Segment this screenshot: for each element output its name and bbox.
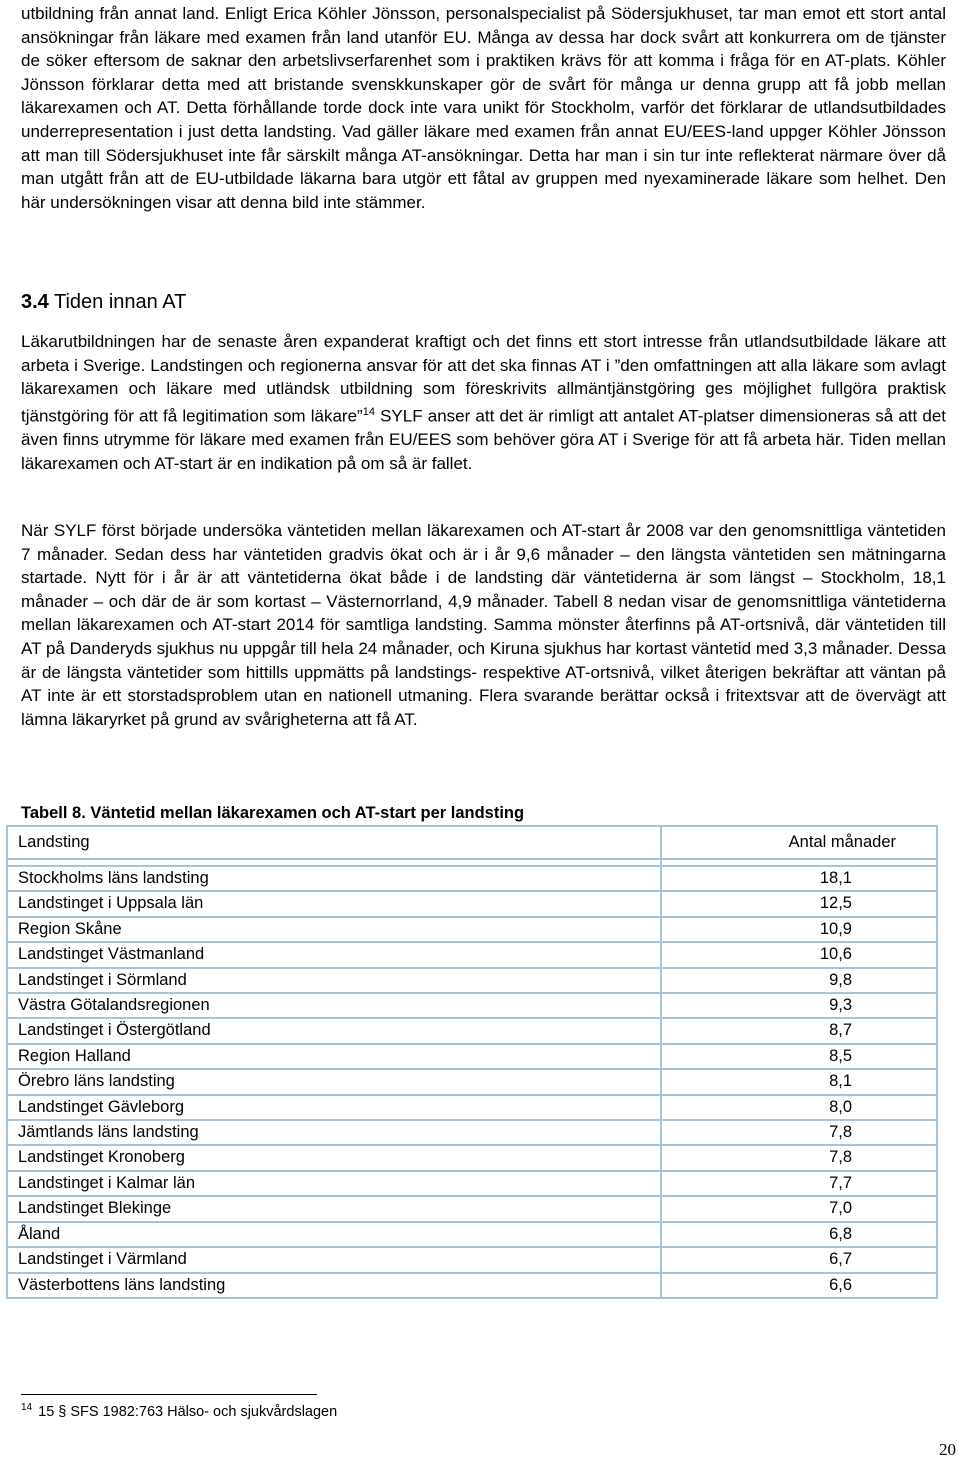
paragraph-at-background-part2: SYLF anser att det är rimligt att antalet AT-platser dimensioneras så att det även finns utrymme för läkare med examen från EU/EES som behöver göra AT i Sverige för att få arbeta här. Tiden mellan läkarexamen och AT-start är en indikation på om så är fallet. [21,406,947,473]
table-row [7,1069,937,1094]
table-row [7,1018,937,1043]
cell-landsting: Landstinget i Uppsala län [7,891,661,916]
cell-landsting: Landstinget Gävleborg [7,1095,661,1120]
table-row [7,993,937,1018]
cell-months: 9,3 [661,993,937,1018]
table-header-row [7,826,937,859]
cell-landsting: Örebro läns landsting [7,1069,661,1094]
cell-months: 12,5 [661,891,937,916]
table-row [7,1145,937,1170]
cell-months: 7,7 [661,1171,937,1196]
cell-months: 7,0 [661,1196,937,1221]
cell-months: 18,1 [661,866,937,891]
cell-months: 6,7 [661,1247,937,1272]
column-header-landsting: Landsting [7,826,661,859]
paragraph-intro: utbildning från annat land. Enligt Erica Köhler Jönsson, personalspecialist på Södersjukhuset, tar man emot ett stort antal ansökningar från läkare med examen från land utanför EU. Många av dessa har dock svårt att konkurrera om de tjänster de söker eftersom de saknar den arbetslivserfarenhet som i praktiken krävs för att komma i fråga för en AT-plats. Köhler Jönsson förklarar detta med att bristande svenskkunskaper gör de svårt för många ur denna grupp att få jobb mellan läkarexamen och AT. Detta förhållande torde dock inte vara unikt för Stockholm, varför det förklarar de utlandsutbildades underrepresentation i just detta landsting. Vad gäller läkare med examen från annat EU/EES-land uppger Köhler Jönsson att man till Södersjukhuset inte får särskilt många AT-ansökningar. Detta har man i sin tur inte reflekterat närmare över då man utgått från att de EU-utbildade läkarna bara utgör ett fåtal av gruppen med nyexaminerade läkare som helhet. Den här undersökningen visar att denna bild inte stämmer. [21,4,946,212]
table-row [7,866,937,891]
footnote-separator [21,1394,317,1395]
cell-months: 7,8 [661,1145,937,1170]
cell-landsting: Region Skåne [7,917,661,942]
table-row [7,891,937,916]
section-number: 3.4 [21,291,49,313]
table-row [7,917,937,942]
table-row [7,1196,937,1221]
cell-months: 6,8 [661,1222,937,1247]
cell-landsting: Landstinget Västmanland [7,942,661,967]
cell-landsting: Åland [7,1222,661,1247]
table-row [7,1044,937,1069]
footnote-reference: 14 [362,405,375,418]
waiting-time-table [6,825,938,1299]
paragraph-waiting-times: När SYLF först började undersöka väntetiden mellan läkarexamen och AT-start år 2008 var den genomsnittliga väntetiden 7 månader. Sedan dess har väntetiden gradvis ökat och är i år 9,6 månader – den längsta väntetiden sen mätningarna startade. Nytt för i år är att väntetiderna ökat både i de landsting där väntetiderna är som längst – Stockholm, 18,1 månader – och där de är som kortast – Västernorrland, 4,9 månader. Tabell 8 nedan visar de genomsnittliga väntetiderna mellan läkarexamen och AT-start 2014 för samtliga landsting. Samma mönster återfinns på AT-ortsnivå, där väntetiden till AT på Danderyds sjukhus nu uppgår till hela 24 månader, och Kiruna sjukhus har kortast väntetid med 3,3 månader. Dessa är de längsta väntetider som hittills uppmätts på landstings- respektive AT-ortsnivå, vilket återigen bekräftar att väntan på AT inte är ett storstadsproblem utan en nationell utmaning. Flera svarande berättar också i fritextsvar att de övervägt att lämna läkaryrket på grund av svårigheterna att få AT. [21,521,946,729]
paragraph-at-background [21,330,946,475]
table-row [7,1120,937,1145]
table-caption: Tabell 8. Väntetid mellan läkarexamen och AT-start per landsting [21,804,525,822]
footnote-text: 15 § SFS 1982:763 Hälso- och sjukvårdslagen [38,1403,338,1420]
cell-landsting: Landstinget i Sörmland [7,968,661,993]
cell-landsting: Landstinget Kronoberg [7,1145,661,1170]
cell-months: 8,5 [661,1044,937,1069]
cell-landsting: Landstinget i Kalmar län [7,1171,661,1196]
table-row [7,1247,937,1272]
footnote-number: 14 [21,1402,33,1413]
cell-landsting: Landstinget Blekinge [7,1196,661,1221]
table-row [7,1171,937,1196]
table-row [7,1273,937,1298]
footnote [21,1402,337,1420]
cell-months: 6,6 [661,1273,937,1298]
cell-landsting: Västerbottens läns landsting [7,1273,661,1298]
cell-landsting: Jämtlands läns landsting [7,1120,661,1145]
cell-landsting: Landstinget i Östergötland [7,1018,661,1043]
page-number: 20 [939,1440,956,1459]
section-title: Tiden innan AT [48,291,187,313]
cell-landsting: Region Halland [7,1044,661,1069]
cell-months: 8,1 [661,1069,937,1094]
cell-months: 9,8 [661,968,937,993]
cell-landsting: Stockholms läns landsting [7,866,661,891]
table-row [7,942,937,967]
section-heading [21,289,186,315]
table-row [7,1095,937,1120]
column-header-months: Antal månader [661,826,937,859]
cell-months: 10,9 [661,917,937,942]
paragraph-at-background-part1: Läkarutbildningen har de senaste åren expanderat kraftigt och det finns ett stort intresse från utlandsutbildade läkare att arbeta i Sverige. Landstingen och regionerna ansvar för att det ska finnas AT i ”den omfattningen att alla läkare som avlagt läkarexamen och läkare med utländsk utbildning som föreskrivits allmäntjänstgöring ges möjlighet fullgöra praktisk tjänstgöring för att få legitimation som läkare” [21,332,946,426]
table-body [7,859,937,1298]
cell-landsting: Landstinget i Värmland [7,1247,661,1272]
cell-months: 8,0 [661,1095,937,1120]
cell-landsting: Västra Götalandsregionen [7,993,661,1018]
table-row [7,1222,937,1247]
cell-months: 10,6 [661,942,937,967]
table-spacer-row [7,859,937,866]
table-row [7,968,937,993]
cell-months: 8,7 [661,1018,937,1043]
cell-months: 7,8 [661,1120,937,1145]
